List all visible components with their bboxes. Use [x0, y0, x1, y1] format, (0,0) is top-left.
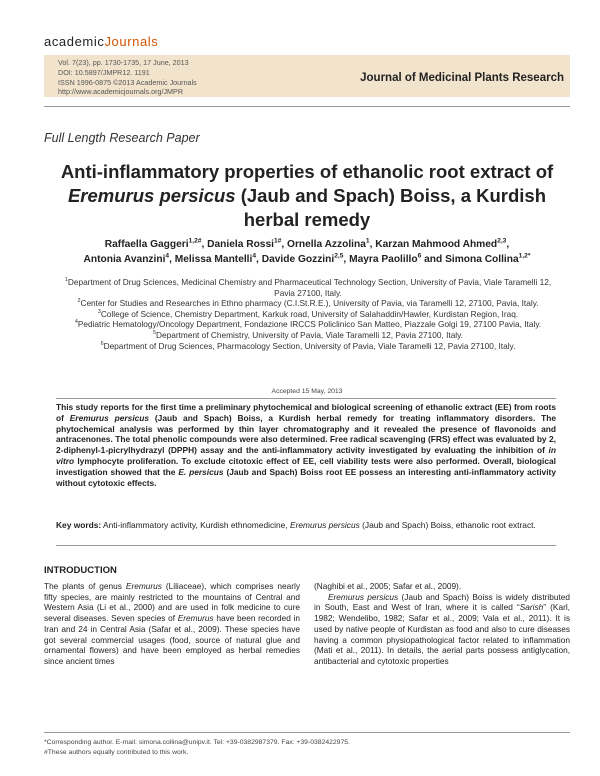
- author-sup: 2,5: [334, 252, 344, 260]
- intro-text: have been recorded in Iran and 24 in Central Asia (Safar et al., 2009). These species have got several commercial usages (food, source of natural glue and ornamental flowers) and have been employed as herbal remedies since ancient times: [44, 613, 301, 666]
- intro-text: ” (Karl, 1982; Wendelibo, 1982; Safar et al., 2009; Vala et al., 2011). It is used by native people of Kurdistan as food and also to cure diseases having a common physiopathological factor related to inflammation (Mati et al., 2011). In details, the aerial parts possess antiglycation, antibacterial and cytotoxic properties: [314, 602, 570, 666]
- intro-paragraph: [44, 581, 300, 667]
- accepted-date: Accepted 15 May, 2013: [271, 388, 343, 395]
- meta-url[interactable]: http://www.academicjournals.org/JMPR: [58, 87, 184, 97]
- affiliation-text: Pediatric Hematology/Oncology Department, Fondazione IRCCS Policlinico San Matteo, Piazzale Golgi 19, 27100 Pavia, Italy.: [77, 319, 542, 330]
- logo-prefix: academic: [44, 34, 105, 49]
- author-sup: 1: [365, 237, 370, 245]
- affiliation-num: 3: [97, 309, 101, 316]
- affiliations: [60, 277, 556, 351]
- author-sup: 2,3: [497, 237, 507, 245]
- author: Mayra Paolillo: [349, 253, 418, 265]
- paper-title: [44, 160, 570, 232]
- logo-suffix: Journals: [104, 34, 159, 49]
- footnotes: [44, 738, 570, 757]
- meta-doi: DOI: 10.5897/JMPR12. 1191: [58, 67, 150, 77]
- affiliation-text: Department of Drug Sciences, Medicinal Chemistry and Pharmaceutical Technology Section, University of Pavia, Viale Taramelli 12, Pavia 27100, Italy.: [67, 277, 552, 298]
- intro-paragraph: (Naghibi et al., 2005; Safar et al., 2009).: [314, 581, 462, 591]
- affiliation-text: Center for Studies and Researches in Ethno pharmacy (C.I.St.R.E.), University of Pavia, via Taramelli 12, 27100, Pavia, Italy.: [80, 298, 539, 309]
- affiliation-num: 5: [153, 330, 157, 337]
- affiliation-text: College of Science, Chemistry Department, Karkuk road, University of Salahaddin/Hawler, Kurdistan Region, Iraq.: [100, 308, 519, 319]
- author-sup: 1#: [273, 237, 282, 245]
- abstract-text: (Jaub and Spach) Boiss, a Kurdish herbal remedy for treating inflammatory disorders. The phytochemical analysis was performed by thin layer chromatography and it revealed the presence of flavonoids and antracenones. The total phenolic compounds were also determined. Free radical scavenging (FRS) effect was evaluated by 2, 2-diphenyl-1-picrylhydrazyl (DPPH) assay and the anti-inflammatory activity investigated by evaluating the inhibition of: [56, 412, 556, 456]
- author-sup: 1,2*: [518, 252, 531, 260]
- abstract-text: lymphocyte proliferation. To exclude citotoxic effect of EE, cell viability tests were also performed. Overall, biological investigation showed that the: [56, 455, 556, 477]
- intro-paragraph: [314, 592, 570, 667]
- title-line-1: Anti-inflammatory properties of ethanolic root extract of: [60, 161, 554, 182]
- title-species: Eremurus persicus: [67, 185, 236, 206]
- abstract-invitro: in vitro: [56, 445, 556, 466]
- affiliation: [60, 298, 556, 309]
- affiliation: [60, 341, 556, 352]
- abstract-top-divider: [56, 398, 556, 399]
- affiliation: [60, 309, 556, 320]
- keywords-species: Eremurus persicus: [289, 520, 360, 530]
- meta-issn: ISSN 1996-0875 ©2013 Academic Journals: [58, 77, 197, 87]
- title-line-3: herbal remedy: [243, 209, 371, 230]
- author: Raffaella Gaggeri: [104, 239, 189, 250]
- header-divider: [44, 106, 570, 107]
- author: Antonia Avanzini: [83, 253, 166, 265]
- journal-name: Journal of Medicinal Plants Research: [360, 72, 564, 84]
- author: Melissa Mantelli: [174, 253, 253, 265]
- intro-left-column: [44, 581, 300, 667]
- affiliation-text: Department of Drug Sciences, Pharmacology Section, University of Pavia, Viale Taramelli 12, Pavia 27100, Italy.: [103, 340, 516, 351]
- author-sup: 4: [165, 252, 170, 260]
- intro-text: The plants of genus: [44, 581, 126, 591]
- intro-genus: Eremurus: [125, 581, 162, 591]
- affiliation: [60, 277, 556, 298]
- intro-text: (Liliaceae), which comprises nearly fifty species, are mainly restricted to the mountains of Central and Western Asia (Li et al., 2000) and are used in folk medicine to cure several diseases. Seven species of: [44, 581, 301, 624]
- author-line-2: Antonia Avanzini$^4$, Melissa Mantelli$^4$, Davide Gozzini$^{2,5}$, Mayra Paolillo$^6$ and Simona Collina$^{1,2*}$: [83, 252, 531, 265]
- affiliation: [60, 319, 556, 330]
- intro-sarish: Sarish: [519, 602, 544, 613]
- author-list: [44, 238, 570, 267]
- author-line-1: Raffaella Gaggeri$^{1,2\#}$, Daniela Rossi$^{1\#}$, Ornella Azzolina$^1$, Karzan Mahmood Ahmed$^{2,3}$,: [104, 237, 510, 250]
- author-sup: 4: [252, 252, 257, 260]
- equal-contribution: #These authors equally contributed to this work.: [44, 748, 189, 756]
- intro-text: (Jaub and Spach) Boiss is widely distributed in South, East and West of Iran, where it is called “: [314, 591, 570, 613]
- intro-species: Eremurus persicus: [328, 591, 399, 602]
- meta-volume: Vol. 7(23), pp. 1730-1735, 17 June, 2013: [58, 58, 189, 67]
- abstract-species: Eremurus persicus: [69, 412, 150, 423]
- keywords: [56, 520, 556, 531]
- keywords-label: Key words:: [56, 520, 102, 530]
- affiliation-num: 4: [74, 319, 78, 326]
- affiliation: [60, 330, 556, 341]
- intro-right-column: [314, 581, 570, 667]
- corresponding-author: *Corresponding author. E-mail: simona.collina@unipv.it. Tel: +39-0382987379. Fax: +39-0382422975.: [44, 739, 350, 746]
- author: Davide Gozzini: [261, 253, 335, 265]
- author: Simona Collina: [445, 253, 519, 265]
- publisher-logo: [44, 34, 158, 49]
- keywords-text: Anti-inflammatory activity, Kurdish ethnomedicine,: [101, 520, 290, 530]
- paper-type: Full Length Research Paper: [44, 131, 200, 145]
- abstract-species: E. persicus: [178, 466, 224, 477]
- abstract-text: (Jaub and Spach) Boiss root EE possess an interesting anti-inflammatory activity without cytotoxic effects.: [56, 466, 556, 488]
- author-sup: 1,2#: [188, 237, 202, 245]
- article-meta: [44, 55, 290, 97]
- author: Daniela Rossi: [207, 239, 274, 250]
- abstract-text: This study reports for the first time a preliminary phytochemical and biological screening of ethanolic extract (EE) from roots of: [56, 402, 556, 423]
- intro-genus: Eremurus: [177, 613, 214, 624]
- affiliation-num: 2: [77, 298, 81, 305]
- title-line-2-rest: (Jaub and Spach) Boiss, a Kurdish: [235, 185, 547, 206]
- affiliation-text: Department of Chemistry, University of Pavia, Viale Taramelli 12, Pavia 27100, Italy.: [156, 329, 463, 340]
- author-sup: 6: [417, 252, 422, 260]
- title-line-2: [44, 184, 570, 208]
- abstract: [56, 402, 556, 488]
- intro-heading: INTRODUCTION: [44, 565, 117, 576]
- affiliation-num: 6: [100, 340, 104, 347]
- affiliation-num: 1: [64, 277, 68, 284]
- author: Karzan Mahmood Ahmed: [375, 239, 498, 250]
- abstract-bottom-divider: [56, 545, 556, 546]
- journal-banner: [290, 55, 570, 97]
- author: Ornella Azzolina: [287, 239, 366, 250]
- footnote-divider: [44, 732, 570, 733]
- keywords-text: (Jaub and Spach) Boiss, ethanolic root extract.: [359, 520, 536, 530]
